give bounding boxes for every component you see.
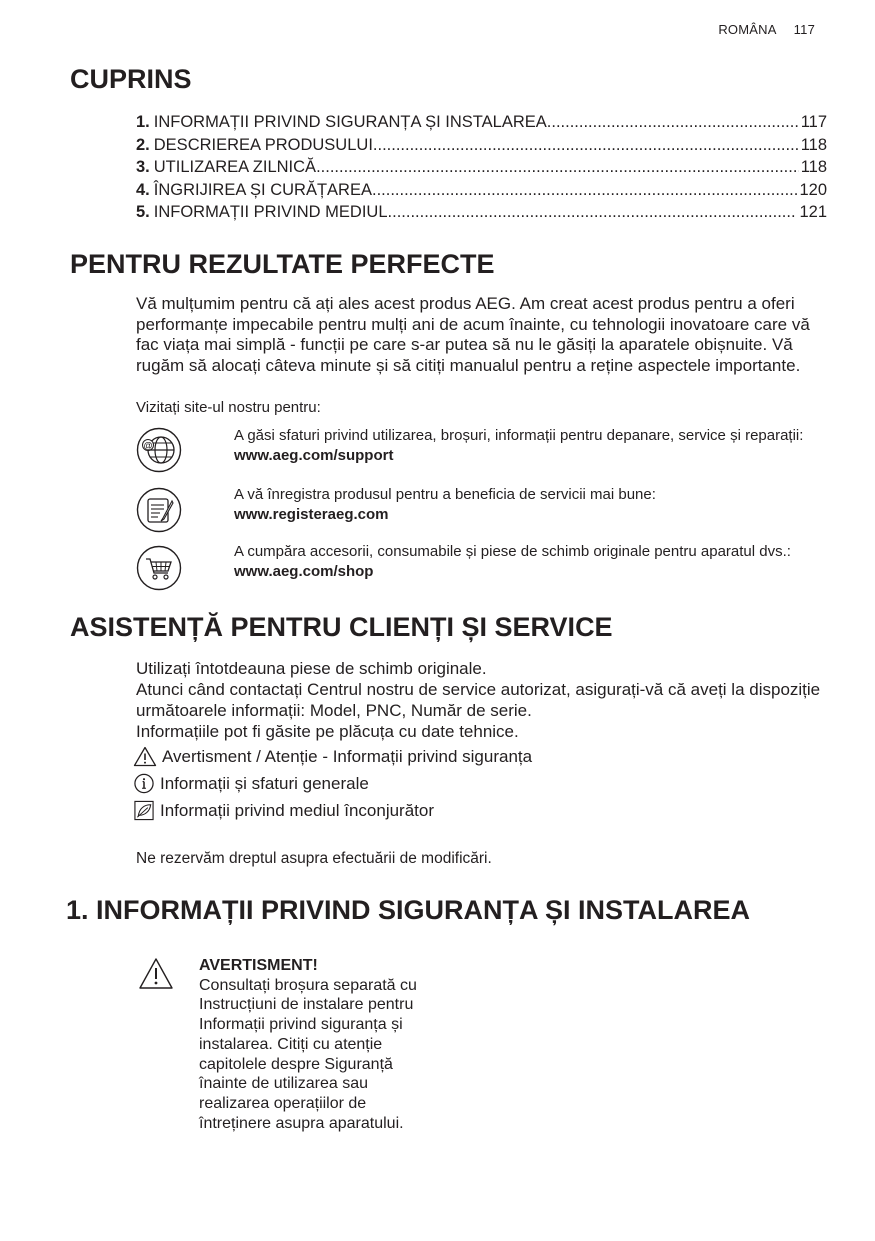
- svg-text:@: @: [143, 440, 153, 451]
- rights-note: Ne rezervăm dreptul asupra efectuării de modificări.: [136, 850, 492, 867]
- toc-item-number: 3.: [136, 158, 150, 176]
- toc-title: CUPRINS: [70, 64, 192, 94]
- toc-item-number: 2.: [136, 135, 150, 154]
- safety-warning: [199, 956, 434, 1133]
- section-title-safety: 1. INFORMAȚII PRIVIND SIGURANȚA ȘI INSTALAREA: [66, 895, 751, 925]
- toc-leader-dots: [316, 156, 799, 179]
- register-link[interactable]: www.registeraeg.com: [234, 505, 389, 523]
- visit-website-label: Vizitați site-ul nostru pentru:: [136, 399, 321, 416]
- support-info: [234, 426, 824, 465]
- toc-item-4[interactable]: [136, 179, 827, 202]
- toc-item-page: 121: [799, 203, 827, 221]
- legend-info-text: Informații și sfaturi generale: [160, 773, 369, 793]
- service-paragraph: [136, 658, 826, 742]
- service-line-3: Informațiile pot fi găsite pe plăcuța cu date tehnice.: [136, 722, 519, 741]
- shop-link[interactable]: www.aeg.com/shop: [234, 562, 374, 580]
- section-title-customer-service: ASISTENȚĂ PENTRU CLIENȚI ȘI SERVICE: [70, 612, 613, 642]
- support-description: A găsi sfaturi privind utilizarea, broșuri, informații pentru depanare, service și reparații:: [234, 427, 804, 444]
- service-line-2: Atunci când contactați Centrul nostru de service autorizat, asigurați-vă că aveți la dispoziție următoarele informații: Model, PNC, Număr de serie.: [136, 680, 821, 720]
- globe-icon: [136, 427, 182, 473]
- legend-info: [133, 773, 369, 794]
- toc-item-label: DESCRIEREA PRODUSULUI: [153, 135, 373, 154]
- toc-item-3[interactable]: [136, 156, 827, 179]
- toc-item-label: ÎNGRIJIREA ȘI CURĂȚAREA: [153, 180, 372, 199]
- info-icon: [133, 773, 155, 794]
- intro-paragraph: Vă mulțumim pentru că ați ales acest produs AEG. Am creat acest produs pentru a oferi performanțe impecabile pentru mulți ani de acum înainte, cu tehnologii inovatoare care vă fac viața mai simplă - funcții pe care s-ar putea să nu le găsiți la aparatele obișnuite. Vă rugăm să alocați câteva minute și să citiți manualul pentru a reține aspectele importante.: [136, 294, 810, 375]
- section-title-perfect-results: PENTRU REZULTATE PERFECTE: [70, 249, 495, 279]
- toc-item-label: INFORMAȚII PRIVIND SIGURANȚA ȘI INSTALAREA: [153, 113, 547, 131]
- warning-icon: [133, 746, 157, 767]
- toc-item-page: 118: [800, 158, 827, 176]
- legend-warning: [133, 746, 532, 767]
- toc-item-number: 1.: [136, 113, 150, 131]
- toc-item-label: UTILIZAREA ZILNICĂ: [153, 158, 317, 176]
- table-of-contents: [136, 111, 827, 224]
- page-number: 117: [793, 22, 815, 37]
- shop-info: [234, 542, 824, 581]
- language-label: ROMÂNA: [718, 22, 776, 37]
- toc-leader-dots: [388, 201, 798, 224]
- toc-item-page: 120: [799, 180, 827, 199]
- support-link[interactable]: www.aeg.com/support: [234, 446, 394, 464]
- toc-item-number: 5.: [136, 203, 150, 221]
- toc-leader-dots: [373, 134, 799, 157]
- leaf-icon: [133, 800, 155, 821]
- legend-environment: [133, 800, 434, 821]
- toc-item-number: 4.: [136, 180, 150, 199]
- register-description: A vă înregistra produsul pentru a beneficia de servicii mai bune:: [234, 486, 656, 503]
- register-info: [234, 485, 824, 524]
- register-icon: [136, 487, 182, 533]
- legend-environment-text: Informații privind mediul înconjurător: [160, 800, 435, 820]
- toc-item-page: 117: [800, 113, 827, 131]
- toc-leader-dots: [372, 179, 797, 202]
- warning-title: AVERTISMENT!: [199, 957, 318, 974]
- toc-item-5[interactable]: [136, 201, 827, 224]
- toc-leader-dots: [547, 111, 799, 134]
- toc-item-page: 118: [800, 135, 827, 154]
- warning-icon: [138, 957, 174, 991]
- toc-item-label: INFORMAȚII PRIVIND MEDIUL: [153, 203, 388, 221]
- shop-description: A cumpăra accesorii, consumabile și piese de schimb originale pentru aparatul dvs.:: [234, 543, 791, 560]
- service-line-1: Utilizați întotdeauna piese de schimb originale.: [136, 659, 487, 678]
- cart-icon: [136, 545, 182, 591]
- toc-item-1[interactable]: [136, 111, 827, 134]
- legend-warning-text: Avertisment / Atenție - Informații privind siguranța: [162, 746, 533, 766]
- page-header: [718, 22, 815, 37]
- warning-body: Consultați broșura separată cu Instrucțiuni de instalare pentru Informații privind siguranța și instalarea. Citiți cu atenție capitolele despre Siguranță înainte de utilizarea sau realizarea operațiilor de întreținere asupra aparatului.: [199, 976, 417, 1132]
- toc-item-2[interactable]: [136, 134, 827, 157]
